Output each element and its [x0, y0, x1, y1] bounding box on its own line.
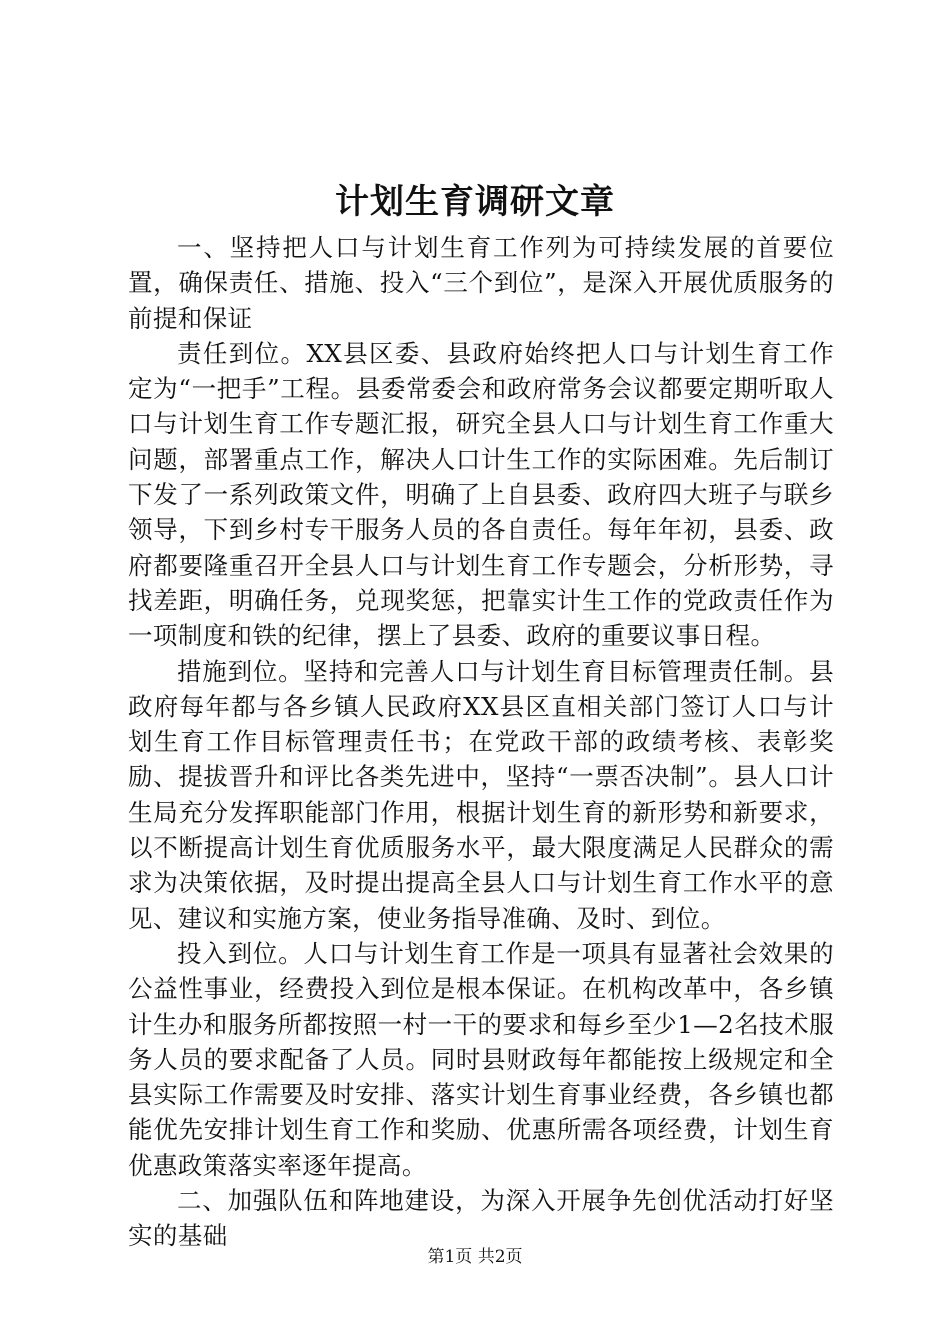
paragraph-measures: 措施到位。坚持和完善人口与计划生育目标管理责任制。县政府每年都与各乡镇人民政府XX县区直相关部门签订人口与计划生育工作目标管理责任书；在党政干部的政绩考核、表彰奖励、提拔晋升和评比各类先进中，坚持“一票否决制”。县人口计生局充分发挥职能部门作用，根据计划生育的新形势和新要求，以不断提高计划生育优质服务水平，最大限度满足人民群众的需求为决策依据，及时提出提高全县人口与计划生育工作水平的意见、建议和实施方案，使业务指导准确、及时、到位。	[128, 656, 834, 933]
page-footer: 第1页 共2页	[427, 1247, 523, 1267]
document-title: 计划生育调研文章	[335, 182, 615, 222]
paragraph-section-one-heading: 一、坚持把人口与计划生育工作列为可持续发展的首要位置，确保责任、措施、投入“三个到位”，是深入开展优质服务的前提和保证	[128, 233, 834, 333]
paragraph-section-two-heading: 二、加强队伍和阵地建设，为深入开展争先创优活动打好坚实的基础	[128, 1186, 834, 1251]
paragraph-investment: 投入到位。人口与计划生育工作是一项具有显著社会效果的公益性事业，经费投入到位是根本保证。在机构改革中，各乡镇计生办和服务所都按照一村一干的要求和每乡至少1—2名技术服务人员的要求配备了人员。同时县财政每年都能按上级规定和全县实际工作需要及时安排、落实计划生育事业经费，各乡镇也都能优先安排计划生育工作和奖励、优惠所需各项经费，计划生育优惠政策落实率逐年提高。	[128, 938, 834, 1180]
document-body	[128, 230, 834, 1254]
paragraph-responsibility: 责任到位。XX县区委、县政府始终把人口与计划生育工作定为“一把手”工程。县委常委会和政府常务会议都要定期听取人口与计划生育工作专题汇报，研究全县人口与计划生育工作重大问题，部署重点工作，解决人口计生工作的实际困难。先后制订下发了一系列政策文件，明确了上自县委、政府四大班子与联乡领导，下到乡村专干服务人员的各自责任。每年年初，县委、政府都要隆重召开全县人口与计划生育工作专题会，分析形势，寻找差距，明确任务，兑现奖惩，把靠实计生工作的党政责任作为一项制度和铁的纪律，摆上了县委、政府的重要议事日程。	[128, 338, 834, 651]
